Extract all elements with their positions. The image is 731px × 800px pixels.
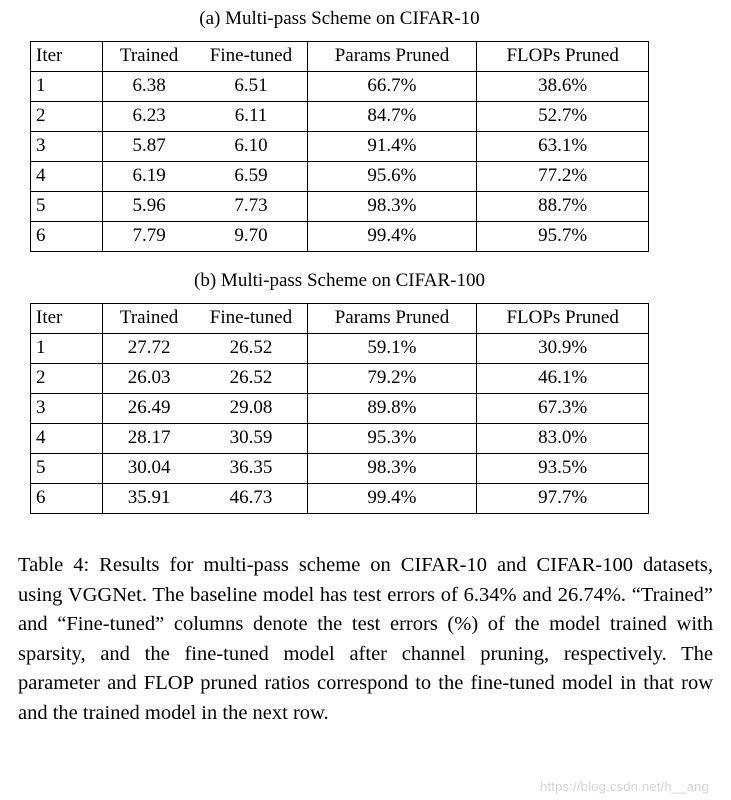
spacer [18,252,713,266]
column-header-params-pruned: Params Pruned [307,304,477,334]
table-cell: 63.1% [477,132,649,162]
column-header-params-pruned: Params Pruned [307,42,477,72]
table-cell: 9.70 [195,222,307,252]
table-cell: 52.7% [477,102,649,132]
table-cell: 97.7% [477,484,649,514]
table-row [31,394,649,424]
table-cell: 88.7% [477,192,649,222]
table-row [31,222,649,252]
table-a-caption: (a) Multi-pass Scheme on CIFAR-10 [199,8,480,29]
table-cell: 5.96 [102,192,195,222]
table-cell: 89.8% [307,394,477,424]
table-cell: 30.9% [477,334,649,364]
table-cell: 99.4% [307,222,477,252]
table-cell: 6 [31,484,103,514]
table-row [31,484,649,514]
column-header-iter: Iter [31,42,103,72]
table-cell: 98.3% [307,454,477,484]
table-cell: 6 [31,222,103,252]
table-cell: 5.87 [102,132,195,162]
table-cell: 27.72 [102,334,195,364]
table-b [30,303,649,514]
table-cell: 77.2% [477,162,649,192]
table-cell: 6.11 [195,102,307,132]
table-cell: 5 [31,454,103,484]
table-cell: 84.7% [307,102,477,132]
table-cell: 95.3% [307,424,477,454]
table-cell: 3 [31,132,103,162]
table-cell: 83.0% [477,424,649,454]
table-row [31,424,649,454]
table-row [31,72,649,102]
table-cell: 59.1% [307,334,477,364]
table-cell: 91.4% [307,132,477,162]
figure-caption: Table 4: Results for multi-pass scheme on CIFAR-10 and CIFAR-100 datasets, using VGGNet. The baseline model has test errors of 6.34% and 26.74%. “Trained” and “Fine-tuned” columns denote the test errors (%) of the model trained with sparsity, and the fine-tuned model after channel pruning, respectively. The parameter and FLOP pruned ratios correspond to the fine-tuned model in that row and the trained model in the next row. [18,554,713,724]
table-cell: 2 [31,364,103,394]
table-cell: 6.51 [195,72,307,102]
table-cell: 95.7% [477,222,649,252]
table-cell: 66.7% [307,72,477,102]
table-cell: 26.49 [102,394,195,424]
table-cell: 26.52 [195,334,307,364]
column-header-trained: Trained [102,42,195,72]
table-a [30,41,649,252]
table-cell: 99.4% [307,484,477,514]
table-cell: 28.17 [102,424,195,454]
table-cell: 38.6% [477,72,649,102]
table-cell: 35.91 [102,484,195,514]
table-cell: 4 [31,424,103,454]
table-row [31,192,649,222]
table-cell: 6.59 [195,162,307,192]
column-header-fine-tuned: Fine-tuned [195,304,307,334]
table-cell: 30.59 [195,424,307,454]
table-cell: 98.3% [307,192,477,222]
table-a-section [30,4,649,252]
table-cell: 6.19 [102,162,195,192]
table-cell: 93.5% [477,454,649,484]
column-header-iter: Iter [31,304,103,334]
header-row [31,42,649,72]
header-row [31,304,649,334]
table-cell: 6.10 [195,132,307,162]
table-cell: 6.23 [102,102,195,132]
table-cell: 1 [31,334,103,364]
table-cell: 36.35 [195,454,307,484]
table-cell: 26.03 [102,364,195,394]
table-cell: 2 [31,102,103,132]
table-b-caption: (b) Multi-pass Scheme on CIFAR-100 [194,270,485,291]
table-cell: 79.2% [307,364,477,394]
table-cell: 26.52 [195,364,307,394]
table-cell: 30.04 [102,454,195,484]
column-header-flops-pruned: FLOPs Pruned [477,42,649,72]
column-header-flops-pruned: FLOPs Pruned [477,304,649,334]
table-cell: 29.08 [195,394,307,424]
table-cell: 67.3% [477,394,649,424]
table-cell: 4 [31,162,103,192]
table-cell: 46.73 [195,484,307,514]
table-cell: 5 [31,192,103,222]
table-cell: 46.1% [477,364,649,394]
watermark: https://blog.csdn.net/h__ang [540,779,709,794]
table-row [31,132,649,162]
table-cell: 7.73 [195,192,307,222]
table-row [31,162,649,192]
column-header-fine-tuned: Fine-tuned [195,42,307,72]
table-cell: 7.79 [102,222,195,252]
column-header-trained: Trained [102,304,195,334]
table-row [31,364,649,394]
table-cell: 3 [31,394,103,424]
table-row [31,334,649,364]
table-cell: 95.6% [307,162,477,192]
table-row [31,102,649,132]
table-cell: 1 [31,72,103,102]
table-row [31,454,649,484]
table-b-section [30,266,649,514]
table-cell: 6.38 [102,72,195,102]
